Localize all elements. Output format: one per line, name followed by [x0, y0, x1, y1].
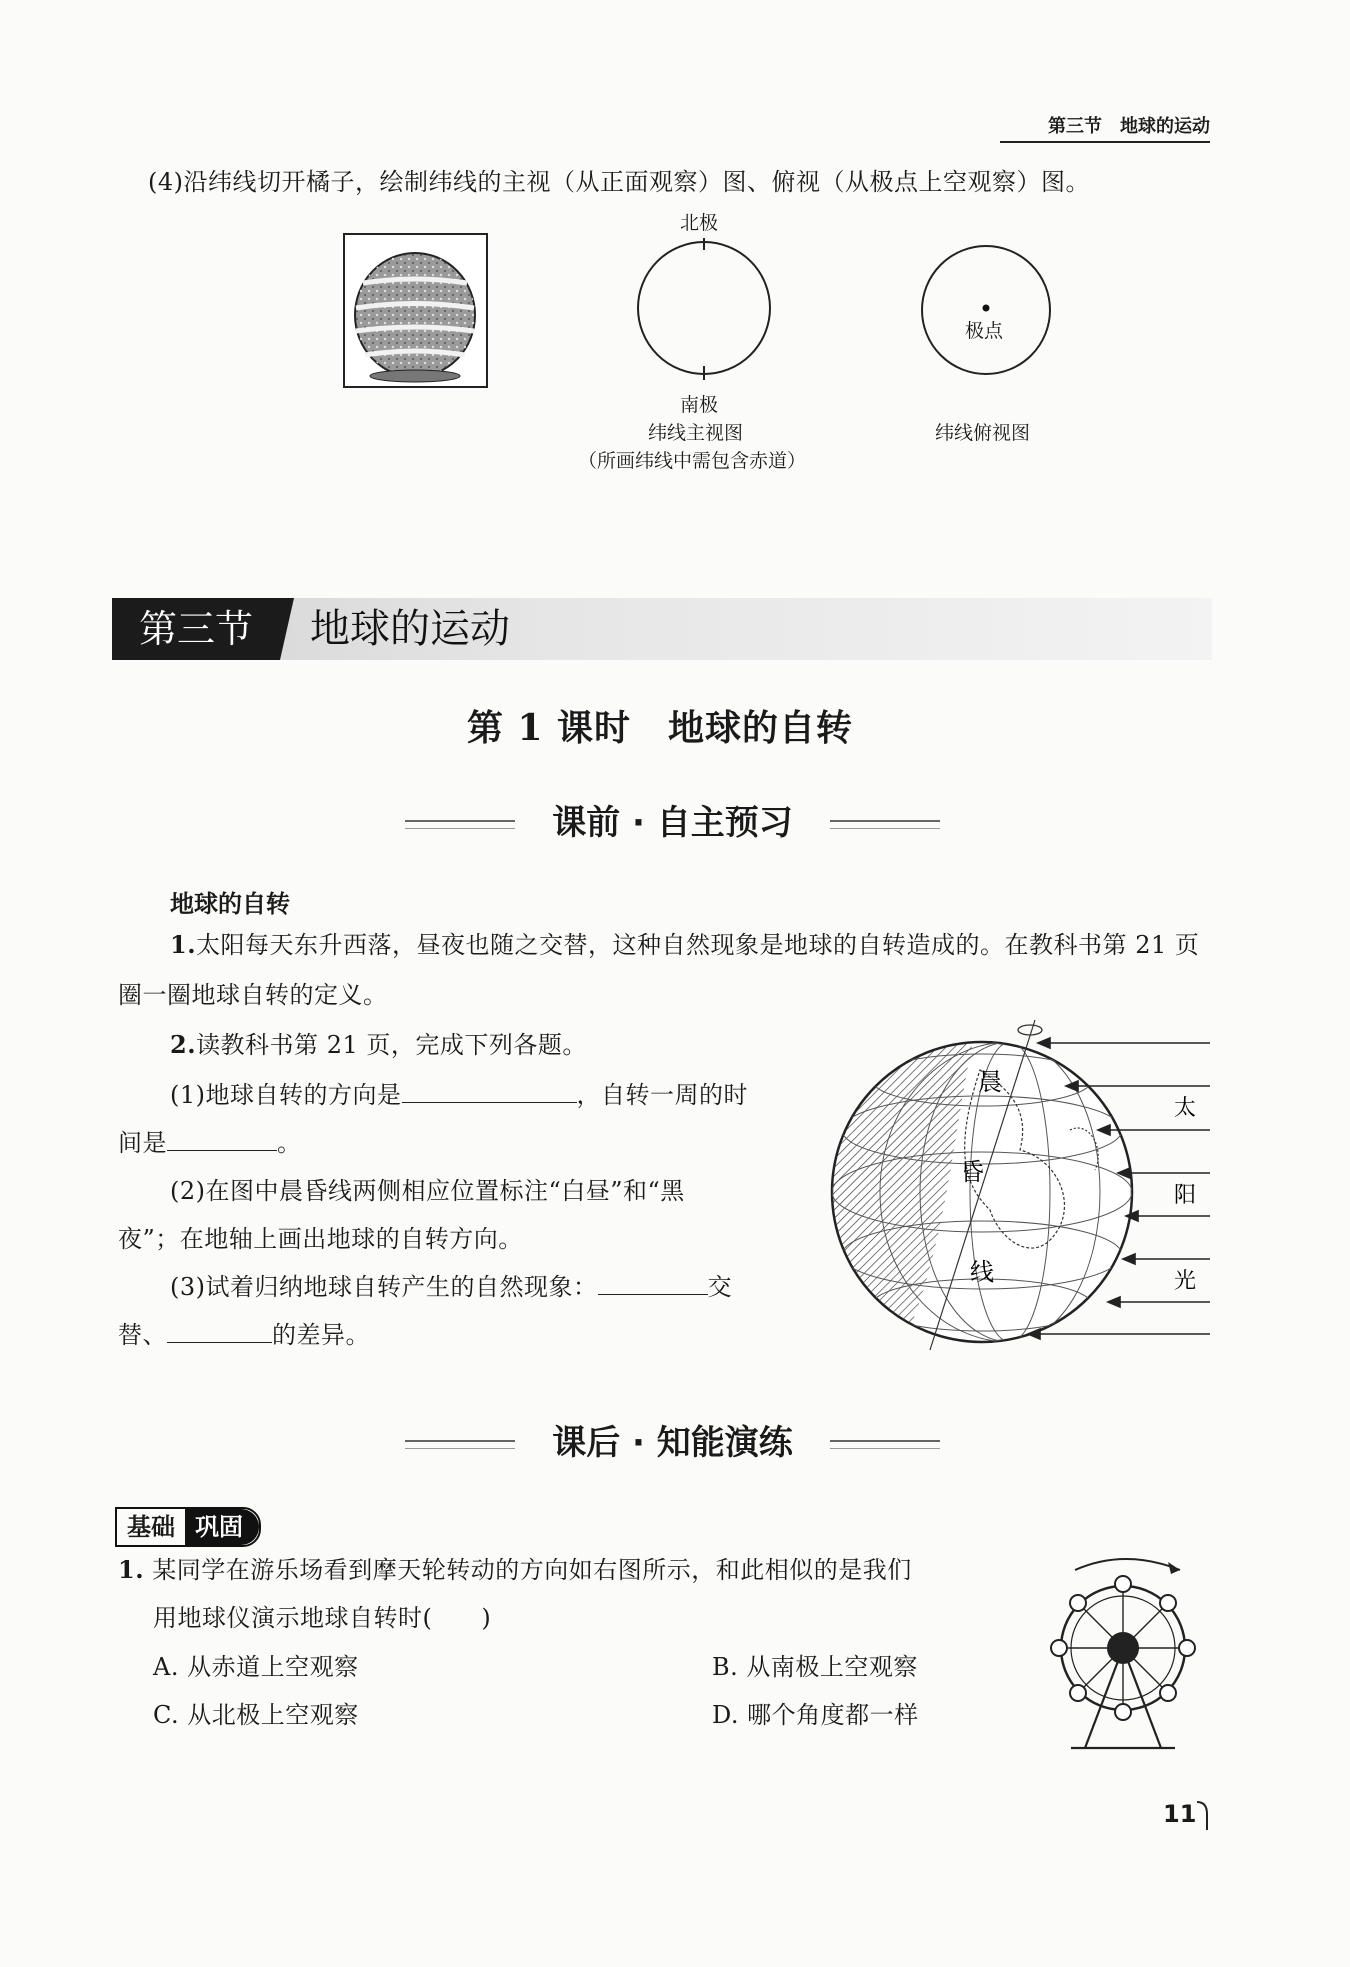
- pole-point-label: 极点: [965, 320, 1004, 342]
- divider-left: [405, 820, 515, 829]
- pre-class-heading: 课前 · 自主预习: [552, 803, 793, 843]
- latitude-top-view-circle: [918, 244, 1058, 384]
- question-2-number: 2.: [170, 1030, 197, 1059]
- q2-3-text-a: (3)试着归纳地球自转产生的自然现象：: [170, 1273, 598, 1301]
- lesson-title: 第 1 课时 地球的自转: [466, 707, 854, 749]
- mc-question-line1: [118, 1545, 912, 1595]
- sunlight-char-1: 太: [1173, 1096, 1197, 1121]
- question-1: [118, 920, 1218, 1020]
- sunlight-char-3: 光: [1173, 1269, 1197, 1294]
- hun-label: 昏: [960, 1158, 984, 1186]
- question-2-2-line1: (2)在图中晨昏线两侧相应位置标注“白昼”和“黑: [170, 1177, 685, 1205]
- basic-consolidation-badge: [115, 1507, 261, 1547]
- earth-rotation-globe-figure: [830, 1010, 1220, 1355]
- orange-illustration: [343, 233, 488, 388]
- answer-blank-phenomenon-2[interactable]: [167, 1316, 272, 1343]
- q2-1-text-a: (1)地球自转的方向是: [170, 1081, 402, 1109]
- chen-label: 晨: [978, 1068, 1002, 1096]
- mc-stem-b: 用地球仪演示地球自转时( ): [153, 1604, 492, 1632]
- question-2-2-line2: 夜”；在地轴上画出地球的自转方向。: [118, 1225, 523, 1253]
- south-pole-label: 南极: [680, 394, 719, 416]
- option-a[interactable]: A. 从赤道上空观察: [153, 1653, 359, 1681]
- top-view-caption: 纬线俯视图: [935, 422, 1031, 444]
- question-2-3-line2: [118, 1310, 370, 1360]
- running-head: 第三节 地球的运动: [1000, 113, 1210, 143]
- question-2-text: 读教科书第 21 页，完成下列各题。: [196, 1031, 587, 1059]
- section-title: 地球的运动: [310, 606, 510, 652]
- question-2: [170, 1020, 587, 1070]
- divider-right: [830, 820, 940, 829]
- q2-1-text-c: 间是: [118, 1129, 167, 1157]
- option-d[interactable]: D. 哪个角度都一样: [712, 1701, 919, 1729]
- answer-blank-rotation-direction[interactable]: [402, 1076, 577, 1103]
- q2-1-text-b: ，自转一周的时: [576, 1081, 748, 1109]
- answer-blank-rotation-period[interactable]: [167, 1124, 277, 1151]
- answer-blank-phenomenon-1[interactable]: [598, 1268, 708, 1295]
- mc-stem-a: 某同学在游乐场看到摩天轮转动的方向如右图所示，和此相似的是我们: [152, 1556, 912, 1584]
- option-c[interactable]: C. 从北极上空观察: [153, 1701, 359, 1729]
- q2-3-text-b: 交: [707, 1273, 732, 1301]
- badge-left: 基础: [127, 1513, 175, 1541]
- q2-1-text-d: 。: [277, 1129, 302, 1157]
- front-view-note: （所画纬线中需包含赤道）: [578, 450, 807, 472]
- question-1-text: 太阳每天东升西落，昼夜也随之交替，这种自然现象是地球的自转造成的。在教科书第 21 页圈一圈地球自转的定义。: [118, 931, 1200, 1009]
- subheading: 地球的自转: [170, 890, 290, 918]
- post-class-heading: 课后 · 知能演练: [552, 1423, 793, 1463]
- question-2-1-line2: [118, 1118, 302, 1168]
- divider-left-2: [405, 1440, 515, 1449]
- page-number: 11: [1163, 1800, 1197, 1828]
- badge-right: 巩固: [185, 1509, 259, 1545]
- ferris-wheel-icon: [1035, 1548, 1210, 1758]
- sunlight-char-2: 阳: [1173, 1183, 1197, 1208]
- option-b[interactable]: B. 从南极上空观察: [712, 1653, 918, 1681]
- latitude-front-view-circle: [630, 234, 780, 384]
- mc-number: 1.: [118, 1555, 145, 1584]
- question-1-number: 1.: [170, 930, 197, 959]
- xian-label: 线: [970, 1258, 994, 1286]
- question-4-text: (4)沿纬线切开橘子，绘制纬线的主视（从正面观察）图、俯视（从极点上空观察）图。: [148, 168, 1090, 196]
- section-label: 第三节: [112, 598, 280, 660]
- q2-3-text-d: 的差异。: [272, 1321, 370, 1349]
- front-view-caption: 纬线主视图: [648, 422, 744, 444]
- page-number-bracket: [1195, 1800, 1211, 1832]
- divider-right-2: [830, 1440, 940, 1449]
- q2-3-text-c: 替、: [118, 1321, 167, 1349]
- north-pole-label: 北极: [680, 212, 719, 234]
- question-2-3-line1: [170, 1262, 732, 1312]
- question-2-1-line1: [170, 1070, 748, 1120]
